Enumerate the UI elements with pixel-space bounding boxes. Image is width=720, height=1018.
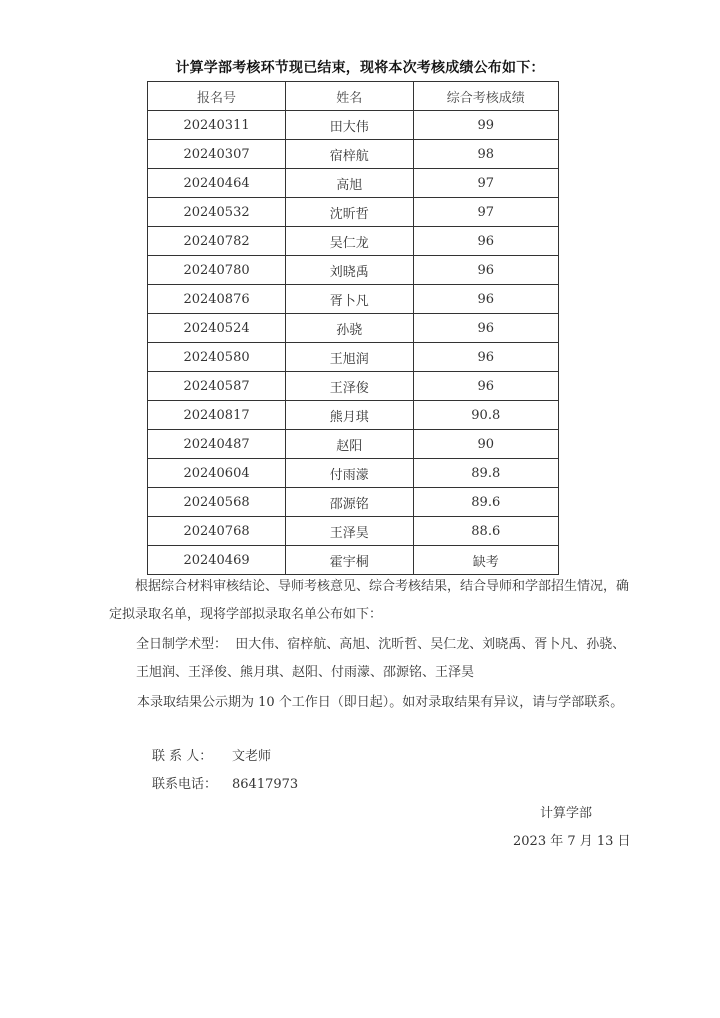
scores-table [147,81,559,575]
name-cell: 霍宇桐 [286,546,413,575]
name-cell: 宿梓航 [286,140,413,169]
table-row [148,401,559,430]
score-cell: 96 [413,285,558,314]
score-cell: 96 [413,314,558,343]
score-cell: 96 [413,372,558,401]
signature-organization: 计算学部 [540,806,593,821]
contact-phone: 86417973 [232,777,299,792]
score-cell: 99 [413,111,558,140]
score-cell: 90.8 [413,401,558,430]
registration-number-cell: 20240587 [148,372,286,401]
score-cell: 97 [413,169,558,198]
score-cell: 96 [413,343,558,372]
name-cell: 高旭 [286,169,413,198]
name-cell: 田大伟 [286,111,413,140]
name-cell: 赵阳 [286,430,413,459]
name-cell: 付雨濛 [286,459,413,488]
registration-number-cell: 20240780 [148,256,286,285]
score-cell: 98 [413,140,558,169]
registration-number-cell: 20240464 [148,169,286,198]
registration-number-cell: 20240532 [148,198,286,227]
registration-number-cell: 20240307 [148,140,286,169]
registration-number-cell: 20240487 [148,430,286,459]
contact-person-line [152,743,271,771]
registration-number-cell: 20240568 [148,488,286,517]
score-cell: 88.6 [413,517,558,546]
score-cell: 89.8 [413,459,558,488]
score-cell: 96 [413,256,558,285]
table-header-row [148,82,559,111]
registration-number-cell: 20240876 [148,285,286,314]
header-registration-number: 报名号 [148,82,286,111]
contact-person: 文老师 [232,749,272,764]
table-row [148,256,559,285]
name-cell: 刘晓禹 [286,256,413,285]
registration-number-cell: 20240524 [148,314,286,343]
signature-date: 2023 年 7 月 13 日 [513,834,631,849]
registration-number-cell: 20240604 [148,459,286,488]
publicity-notice: 本录取结果公示期为 10 个工作日（即日起）。如对录取结果有异议，请与学部联系。 [137,695,624,710]
name-cell: 邵源铭 [286,488,413,517]
name-cell: 胥卜凡 [286,285,413,314]
name-cell: 吴仁龙 [286,227,413,256]
table-row [148,546,559,575]
table-row [148,169,559,198]
registration-number-cell: 20240768 [148,517,286,546]
table-row [148,140,559,169]
name-cell: 沈昕哲 [286,198,413,227]
table-row [148,343,559,372]
table-row [148,314,559,343]
contact-phone-label: 联系电话： [152,777,218,792]
admission-list [136,631,626,687]
header-score: 综合考核成绩 [413,82,558,111]
table-row [148,488,559,517]
contact-phone-line [152,771,298,799]
name-cell: 王泽昊 [286,517,413,546]
registration-number-cell: 20240469 [148,546,286,575]
result-explanation: 根据综合材料审核结论、导师考核意见、综合考核结果，结合导师和学部招生情况，确定拟录取名单，现将学部拟录取名单公布如下： [109,579,630,622]
name-cell: 王旭润 [286,343,413,372]
score-cell: 缺考 [413,546,558,575]
table-row [148,198,559,227]
table-row [148,227,559,256]
score-cell: 90 [413,430,558,459]
name-cell: 熊月琪 [286,401,413,430]
registration-number-cell: 20240782 [148,227,286,256]
name-cell: 王泽俊 [286,372,413,401]
registration-number-cell: 20240580 [148,343,286,372]
registration-number-cell: 20240311 [148,111,286,140]
table-row [148,111,559,140]
table-row [148,517,559,546]
score-cell: 89.6 [413,488,558,517]
admitted-names: 田大伟、宿梓航、高旭、沈昕哲、吴仁龙、刘晓禹、胥卜凡、孙骁、王旭润、王泽俊、熊月琪、赵阳、付雨濛、邵源铭、王泽昊 [136,637,626,680]
header-name: 姓名 [286,82,413,111]
table-row [148,372,559,401]
announcement-heading: 计算学部考核环节现已结束，现将本次考核成绩公布如下： [175,60,545,76]
table-row [148,285,559,314]
admission-type-label: 全日制学术型： [136,637,228,652]
table-row [148,430,559,459]
name-cell: 孙骁 [286,314,413,343]
score-cell: 97 [413,198,558,227]
contact-person-label: 联 系 人： [152,749,213,764]
registration-number-cell: 20240817 [148,401,286,430]
table-row [148,459,559,488]
table-body [148,111,559,575]
score-cell: 96 [413,227,558,256]
